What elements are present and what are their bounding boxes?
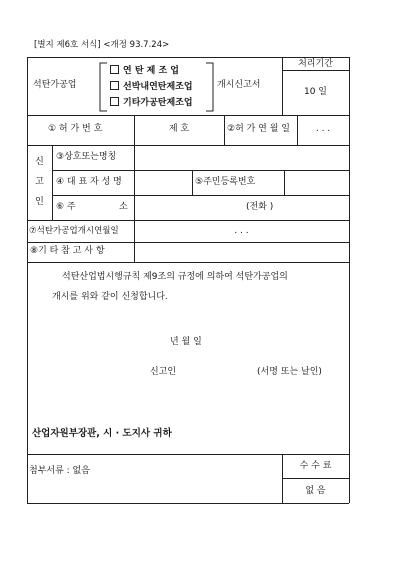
row-line xyxy=(27,115,349,116)
statement-date[interactable]: 년 월 일 xyxy=(170,337,202,347)
left-bracket xyxy=(98,62,108,112)
option-briquette[interactable]: 연 탄 제 조 업 xyxy=(110,65,179,76)
resident-no-field[interactable] xyxy=(285,171,348,194)
frame-bottom-line xyxy=(27,503,349,504)
processing-label: 처리기간 xyxy=(298,59,333,69)
applicant-label-3: 인 xyxy=(35,197,44,207)
title-suffix: 개시신고서 xyxy=(217,80,261,90)
statement-signer: 신고인 xyxy=(150,367,177,377)
rep-name-field[interactable] xyxy=(135,171,191,194)
resident-no-label: ⑤주민등록번호 xyxy=(195,177,256,187)
col-line xyxy=(224,115,225,145)
statement-line-2: 개시를 위와 같이 신청합니다. xyxy=(52,292,168,302)
fee-label-line xyxy=(282,478,349,479)
processing-value: 10 일 xyxy=(303,87,327,97)
fee-label: 수 수 료 xyxy=(299,461,332,471)
statement-recipient: 산업자원부장관, 시 · 도지사 귀하 xyxy=(32,428,172,439)
statement-seal[interactable]: (서명 또는 날인) xyxy=(257,367,322,377)
applicant-label-2: 고 xyxy=(35,177,44,187)
other-label: ⑧기 타 참 고 사 항 xyxy=(30,246,105,256)
statement-line-1: 석탄산업법시행규칙 제9조의 규정에 의하여 석탄가공업의 xyxy=(62,272,288,282)
checkbox[interactable] xyxy=(110,97,119,106)
rep-name-label: ④ 대 표 자 성 명 xyxy=(56,177,122,187)
start-date-label: ⑦석탄가공업개시연월일 xyxy=(29,226,119,236)
frame-top-line xyxy=(27,57,349,58)
company-field[interactable] xyxy=(135,146,348,169)
option-other-processed[interactable]: 기타가공탄제조업 xyxy=(110,97,193,108)
frame-right-line xyxy=(349,57,350,503)
other-field[interactable] xyxy=(135,243,348,261)
attachments-label: 첨부서류 : 없음 xyxy=(29,466,90,476)
checkbox[interactable] xyxy=(110,65,119,74)
title-prefix: 석탄가공업 xyxy=(33,80,77,90)
permit-date-label: ②허 가 연 월 일 xyxy=(227,124,290,134)
applicant-label-1: 신 xyxy=(35,157,44,167)
row-line xyxy=(52,195,349,196)
row-line xyxy=(27,220,349,221)
address-label-1: ⑥ 주 xyxy=(56,202,76,212)
address-label-2: 소 xyxy=(119,202,128,212)
fee-value: 없 음 xyxy=(305,486,326,496)
frame-left-line xyxy=(27,57,28,503)
permit-no-label: ① 허 가 번 호 xyxy=(48,124,103,134)
option-ship-fuel[interactable]: 선박내연탄제조업 xyxy=(110,81,193,92)
right-bracket xyxy=(205,62,215,112)
permit-no-value[interactable]: 제 호 xyxy=(168,124,190,134)
col-line xyxy=(192,170,193,195)
form-header: [별지 제6호 서식] <개정 93.7.24> xyxy=(34,40,170,50)
checkbox[interactable] xyxy=(110,81,119,90)
row-line xyxy=(27,262,349,263)
company-label: ③상호또는명칭 xyxy=(56,152,117,162)
permit-date-value[interactable]: . . . xyxy=(315,124,331,134)
start-date-value[interactable]: . . . xyxy=(234,226,249,236)
applicant-divider xyxy=(52,145,53,220)
processing-label-line xyxy=(282,70,349,71)
row-line xyxy=(27,454,349,455)
address-phone[interactable]: (전화 ) xyxy=(246,202,274,212)
